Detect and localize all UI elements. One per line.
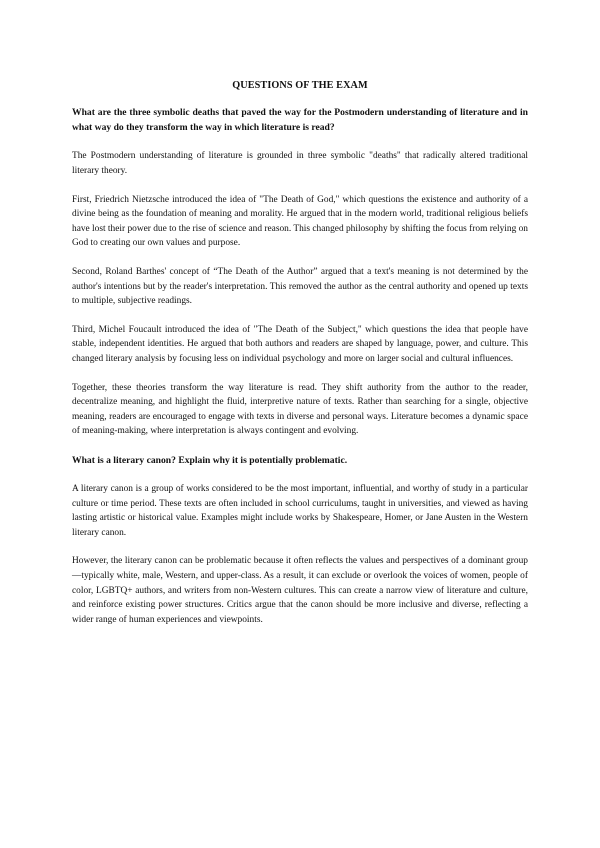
document-page [72, 80, 528, 641]
answer-1-paragraph-intro: The Postmodern understanding of literature is grounded in three symbolic "deaths" that radically altered traditional literary theory. [72, 151, 528, 176]
answer-1-paragraph-barthes: Second, Roland Barthes' concept of “The Death of the Author” argued that a text's meaning is not determined by the author's intentions but by the reader's interpretation. This removed the author as the central authority and opened up texts to multiple, subjective readings. [72, 266, 528, 307]
answer-1-paragraph-conclusion: Together, these theories transform the way literature is read. They shift authority from the author to the reader, decentralize meaning, and highlight the fluid, interpretive nature of texts. Rather than searching for a single, objective meaning, readers are encouraged to engage with texts in diverse and personal ways. Literature becomes a dynamic space of meaning-making, where interpretation is always contingent and evolving. [72, 382, 528, 437]
answer-2-paragraph-problems: However, the literary canon can be problematic because it often reflects the values and perspectives of a dominant group—typically white, male, Western, and upper-class. As a result, it can exclude or overlook the voices of women, people of color, LGBTQ+ authors, and writers from non-Western cultures. This can create a narrow view of literature and culture, and reinforce existing power structures. Critics argue that the canon should be more inclusive and diverse, reflecting a wider range of human experiences and viewpoints. [72, 556, 528, 625]
answer-1-paragraph-nietzsche: First, Friedrich Nietzsche introduced the idea of "The Death of God," which questions the existence and authority of a divine being as the foundation of meaning and morality. He argued that in the modern world, traditional religious beliefs have lost their power due to the rise of science and reason. This changed philosophy by shifting the focus from relying on God to creating our own values and purpose. [72, 194, 528, 249]
answer-1-paragraph-foucault: Third, Michel Foucault introduced the idea of "The Death of the Subject," which questions the idea that people have stable, independent identities. He argued that both authors and readers are shaped by language, power, and culture. This changed literary analysis by focusing less on individual psychology and more on larger social and cultural influences. [72, 324, 528, 364]
question-2: What is a literary canon? Explain why it is potentially problematic. [72, 454, 348, 466]
page-title: QUESTIONS OF THE EXAM [232, 80, 368, 91]
question-1: What are the three symbolic deaths that paved the way for the Postmodern understanding of literature and in what way do they transform the way in which literature is read? [72, 107, 528, 134]
answer-2-paragraph-definition: A literary canon is a group of works considered to be the most important, influential, and worthy of study in a particular culture or time period. These texts are often included in school curriculums, taught in universities, and viewed as having lasting artistic or historical value. Examples might include works by Shakespeare, Homer, or Jane Austen in the Western literary canon. [72, 484, 528, 538]
